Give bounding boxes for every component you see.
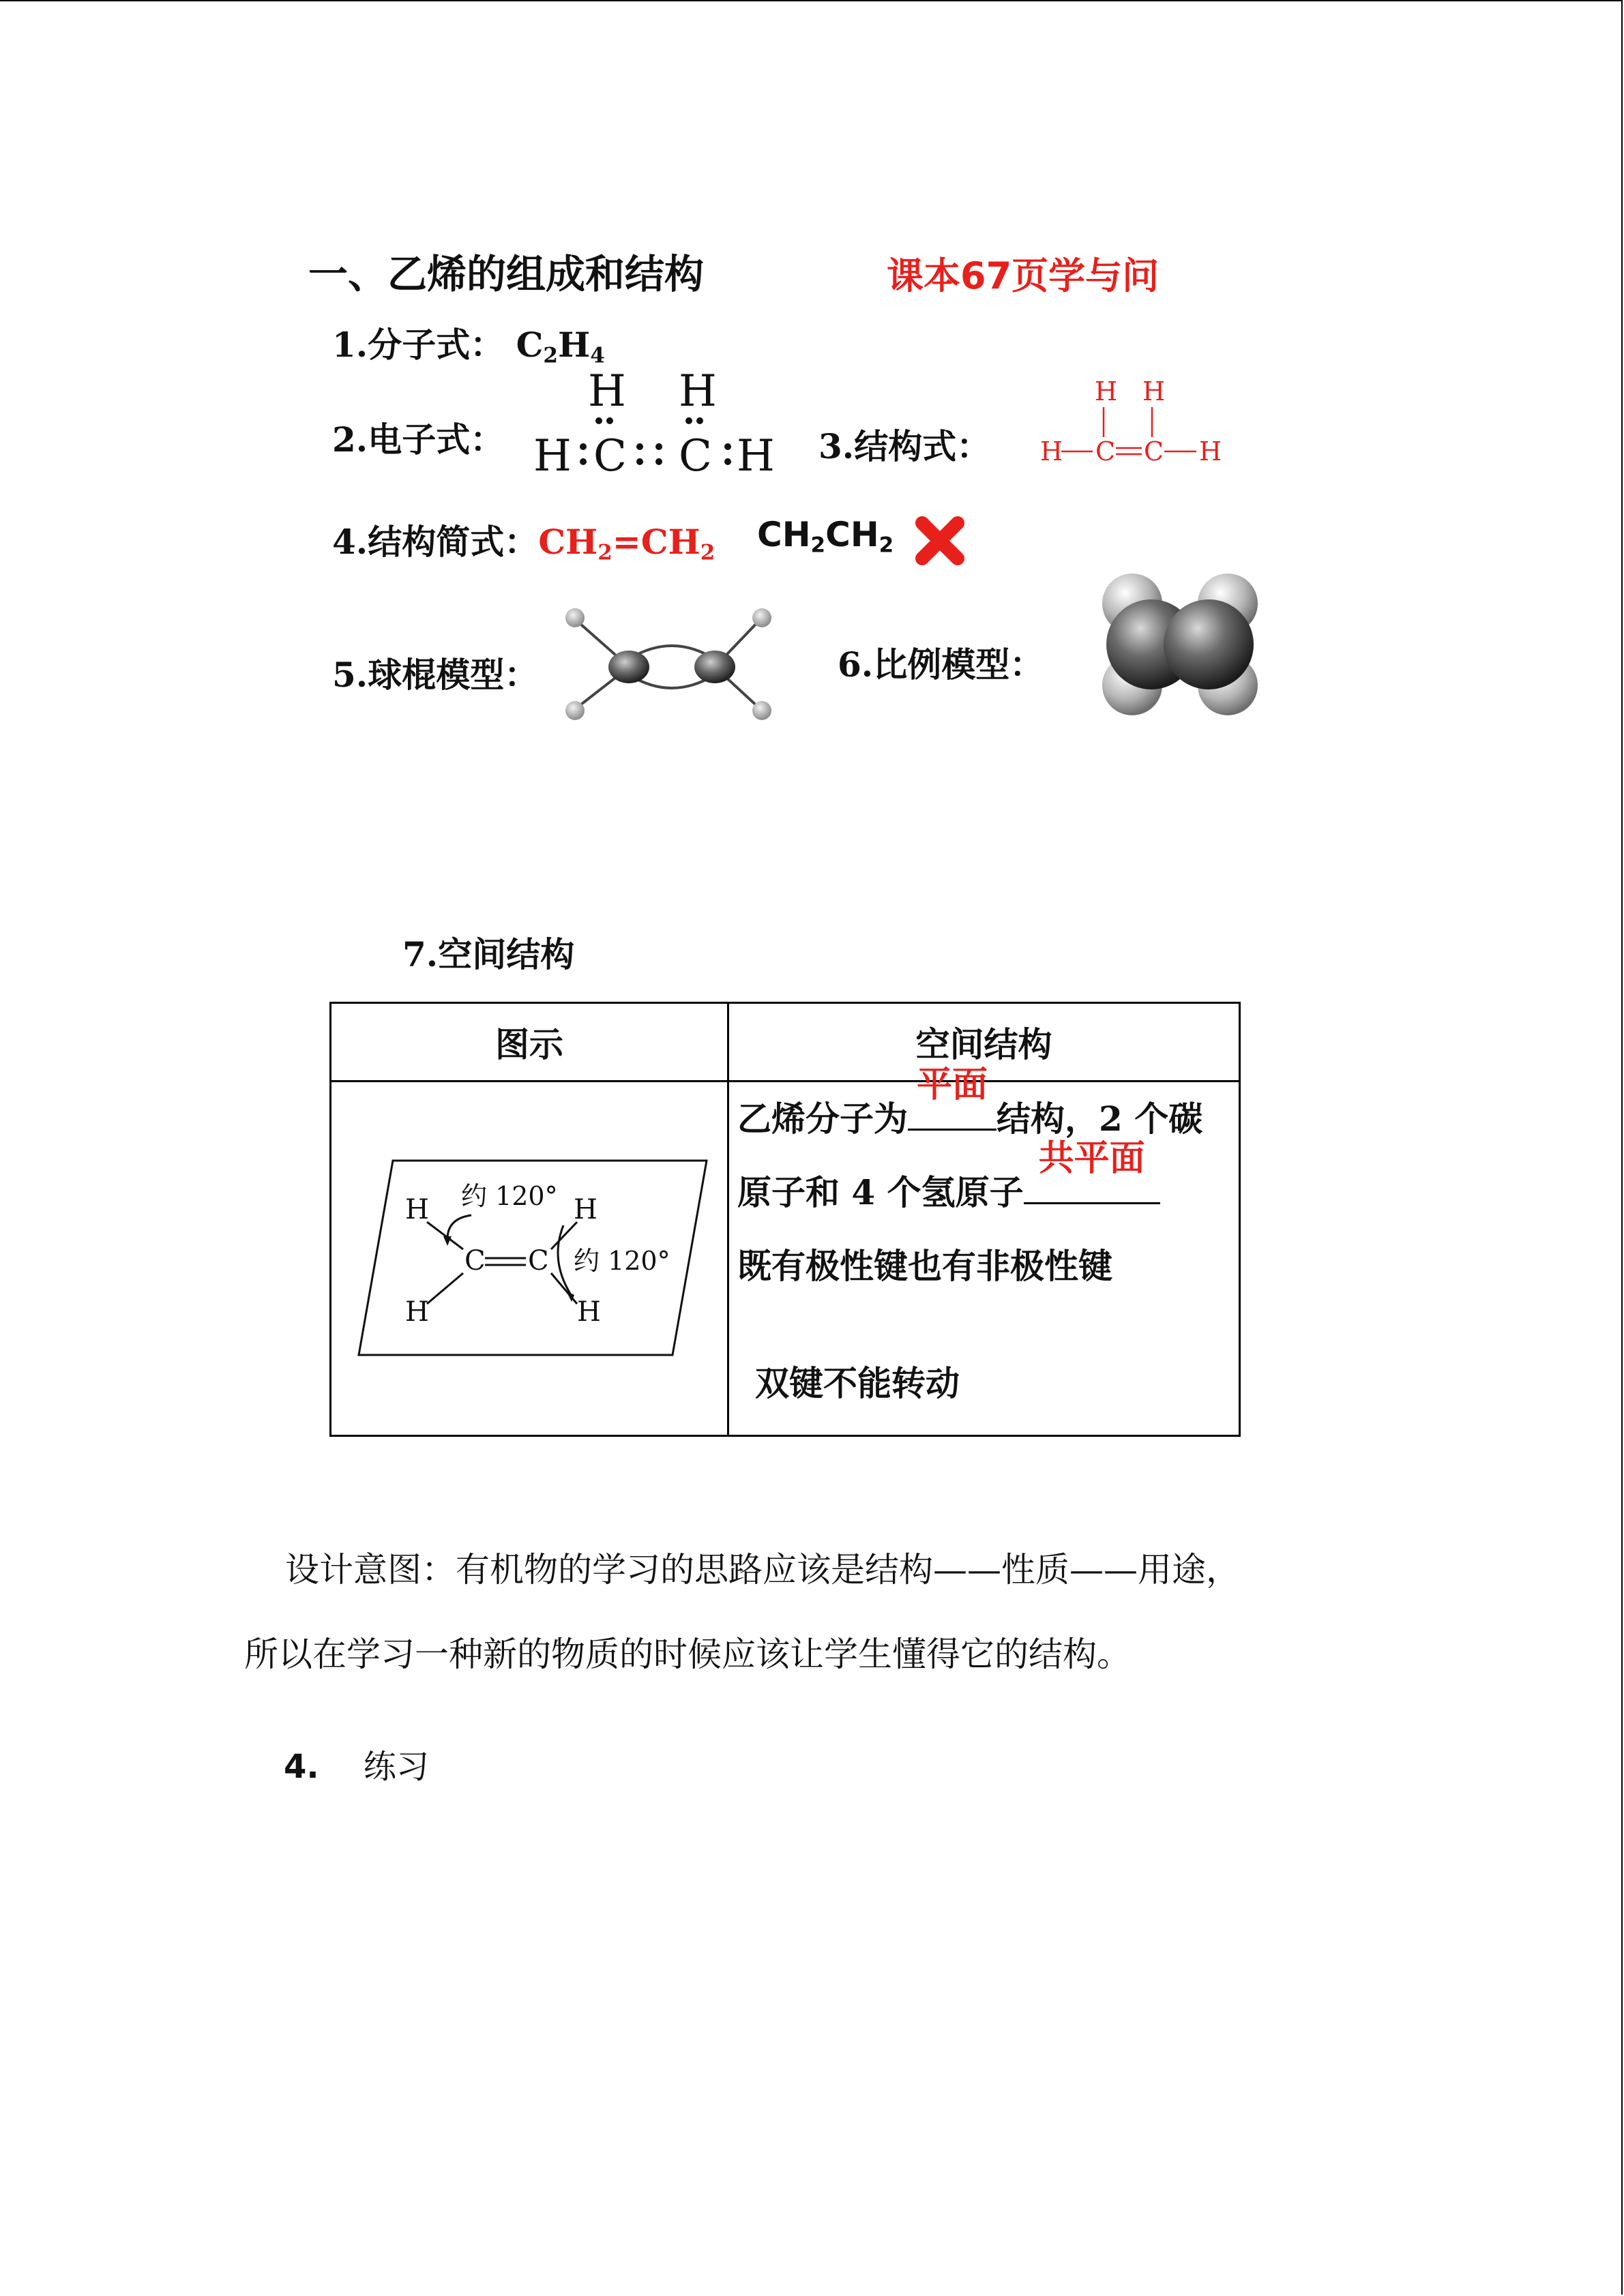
table-header-diagram: 图示 [331,1003,728,1082]
struct-h-left: H [1040,436,1063,466]
blank-coplanar: 共平面 [1024,1164,1160,1204]
plane-h-top-right: H [574,1194,597,1225]
electron-h-left: H [533,431,572,481]
exercise-heading [284,1740,429,1787]
structural-formula-diagram [1037,372,1228,467]
structure-line-3: 既有极性键也有非极性键 [737,1246,1112,1286]
plane-angle-2: 约 120° [574,1246,670,1276]
electron-formula-label: 2.电子式： [332,419,505,460]
condensed-formula-wrong: $CH_2CH_2$ [757,515,894,558]
plane-c1: C [464,1245,486,1277]
blank-plane: 平面 [908,1090,996,1131]
ball-stick-label: 5.球棍模型： [332,655,539,695]
design-intent-line-2: 所以在学习一种新的物质的时候应该让学生懂得它的结构。 [244,1635,1131,1674]
struct-c1: C [1095,436,1116,466]
electron-c2: C [679,431,712,481]
spatial-structure-label: 7.空间结构 [402,934,575,974]
electron-h-top-right: H [679,366,717,417]
space-filling-label: 6.比例模型： [838,644,1044,685]
plane-h-bottom-left: H [405,1296,429,1328]
structure-line-1: 乙烯分子为 平面 结构，2 个碳 [737,1064,1203,1139]
table-cell-structure [728,1064,1240,1436]
table-cell-diagram [331,1082,728,1436]
space-filling-model-image [1091,569,1269,719]
structure-line-2: 原子和 4 个氢原子 共平面 [729,1156,1239,1229]
molecular-formula-label: 1.分子式： [332,325,505,365]
electron-formula-diagram [525,365,784,481]
structure-line-4: 双键不能转动 [755,1363,960,1403]
design-intent-line-1: 设计意图：有机物的学习的思路应该是结构——性质——用途， [285,1550,1240,1590]
struct-h-right: H [1199,436,1222,466]
electron-h-top-left: H [588,366,626,417]
struct-bonds [1061,407,1196,454]
exercise-number: 4. [284,1748,319,1786]
exercise-label: 练习 [363,1748,429,1786]
plane-angle-1: 约 120° [461,1181,558,1211]
molecular-formula-value: $C_2H_4$ [516,325,605,368]
plane-c2: C [528,1245,549,1277]
red-cross-icon [914,515,966,567]
section-title: 一、乙烯的组成和结构 [308,251,705,297]
plane-h-bottom-right: H [577,1296,601,1328]
textbook-reference: 课本67页学与问 [887,254,1160,297]
ethylene-plane-diagram [352,1150,720,1369]
structural-formula-label: 3.结构式： [818,426,991,466]
spatial-structure-table [329,1002,1241,1437]
condensed-formula-label: 4.结构简式： [332,522,539,562]
molecular-formula-row [332,318,605,367]
plane-h-top-left: H [405,1194,429,1225]
condensed-formula-correct: $CH_2=CH_2$ [538,522,715,565]
ball-stick-model-image [556,600,781,723]
electron-h-right: H [737,431,775,481]
struct-h-top1: H [1095,376,1118,406]
table-header-structure: 空间结构 [728,1003,1240,1082]
condensed-formula-row [332,515,715,564]
electron-c1: C [593,431,627,481]
struct-c2: C [1144,436,1164,466]
struct-h-top2: H [1142,376,1166,406]
